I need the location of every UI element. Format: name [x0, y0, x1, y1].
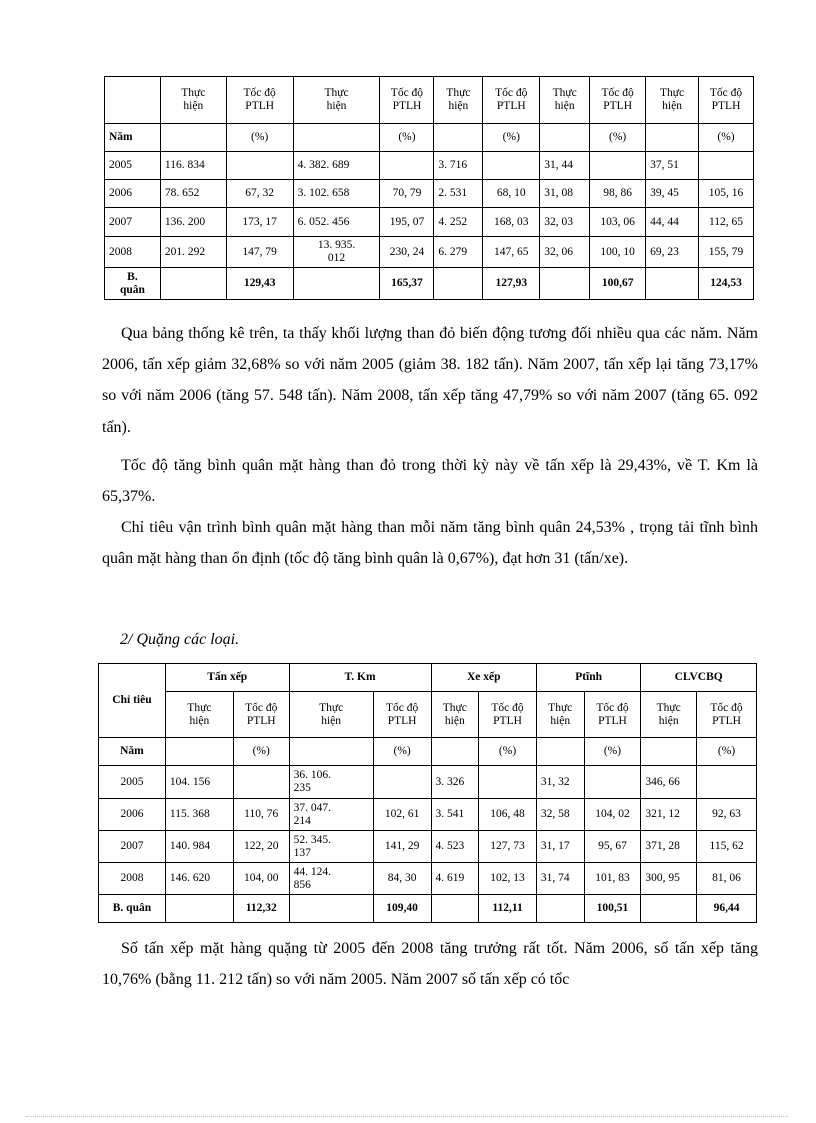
data-cell: 37. 047. 214	[289, 799, 373, 831]
unit-cell: (%)	[584, 738, 641, 766]
page-bottom-divider	[26, 1116, 788, 1117]
avg-cell	[646, 268, 699, 300]
table-row	[99, 799, 757, 831]
data-cell: 92, 63	[697, 799, 757, 831]
paragraph-coal-route: Chỉ tiêu vận trình bình quân mặt hàng than mỗi năm tăng bình quân 24,53% , trọng tải tĩnh bình quân mặt hàng than ổn định (tốc độ tăng bình quân là 0,67%), đạt hơn 31 (tấn/xe).	[102, 519, 758, 568]
data-cell: 3. 716	[434, 152, 483, 180]
col-header: Thực hiện	[289, 692, 373, 738]
col-header: Thực hiện	[160, 77, 226, 124]
data-cell: 115, 62	[697, 831, 757, 863]
average-row	[105, 268, 754, 300]
year-label: Năm	[99, 738, 166, 766]
avg-cell: 112,32	[233, 895, 289, 923]
year-label: Năm	[105, 124, 161, 152]
data-cell: 115. 368	[165, 799, 233, 831]
avg-cell	[165, 895, 233, 923]
average-label: B. quân	[105, 268, 161, 300]
avg-cell	[160, 268, 226, 300]
data-cell: 122, 20	[233, 831, 289, 863]
unit-cell	[160, 124, 226, 152]
data-cell: 44. 124. 856	[289, 863, 373, 895]
data-cell: 104, 00	[233, 863, 289, 895]
col-header: Tốc độ PTLH	[373, 692, 431, 738]
avg-cell	[293, 268, 380, 300]
avg-cell	[289, 895, 373, 923]
data-cell: 100, 10	[590, 237, 646, 268]
data-cell: 168, 03	[483, 208, 540, 237]
data-cell: 300, 95	[641, 863, 697, 895]
unit-cell: (%)	[226, 124, 293, 152]
col-header: Tốc độ PTLH	[380, 77, 434, 124]
col-header: Thực hiện	[646, 77, 699, 124]
data-cell	[226, 152, 293, 180]
data-cell	[483, 152, 540, 180]
data-cell	[233, 766, 289, 799]
paragraph-ore-volume: Số tấn xếp mặt hàng quặng từ 2005 đến 2008 tăng trưởng rất tốt. Năm 2006, số tấn xếp tăng 10,76% (bằng 11. 212 tấn) so với năm 2005. Năm 2007 số tấn xếp có tốc	[102, 940, 758, 989]
data-cell: 104. 156	[165, 766, 233, 799]
paragraph-coal-growth: Tốc độ tăng bình quân mặt hàng than đỏ trong thời kỳ này về tấn xếp là 29,43%, về T. Km là 65,37%.	[102, 457, 758, 506]
year-cell: 2007	[99, 831, 166, 863]
data-cell: 39, 45	[646, 180, 699, 208]
data-cell: 371, 28	[641, 831, 697, 863]
data-cell: 68, 10	[483, 180, 540, 208]
unit-cell	[434, 124, 483, 152]
unit-cell: (%)	[233, 738, 289, 766]
data-cell	[584, 766, 641, 799]
data-cell: 32, 58	[536, 799, 584, 831]
data-cell: 136. 200	[160, 208, 226, 237]
table-row	[105, 152, 754, 180]
col-header: Tốc độ PTLH	[233, 692, 289, 738]
data-cell: 127, 73	[479, 831, 537, 863]
unit-cell: (%)	[479, 738, 537, 766]
avg-cell	[540, 268, 590, 300]
data-cell: 98, 86	[590, 180, 646, 208]
paragraph-coal-volume: Qua bảng thống kê trên, ta thấy khối lượng than đỏ biến động tương đối nhiều qua các năm. Năm 2006, tấn xếp giảm 32,68% so với năm 2005 (giảm 38. 182 tấn). Năm 2007, tấn xếp lại tăng 73,17% so với năm 2006 (tăng 57. 548 tấn). Năm 2008, tấn xếp tăng 47,79% so với năm 2007 (tăng 65. 092 tấn).	[102, 325, 758, 436]
data-cell: 4. 252	[434, 208, 483, 237]
data-cell: 110, 76	[233, 799, 289, 831]
data-cell: 78. 652	[160, 180, 226, 208]
table-row	[99, 766, 757, 799]
group-header: CLVCBQ	[641, 664, 757, 692]
col-header: Tốc độ PTLH	[697, 692, 757, 738]
data-cell: 140. 984	[165, 831, 233, 863]
avg-cell: 96,44	[697, 895, 757, 923]
unit-cell: (%)	[699, 124, 754, 152]
avg-cell: 100,67	[590, 268, 646, 300]
year-cell: 2005	[99, 766, 166, 799]
group-header: Tấn xếp	[165, 664, 289, 692]
col-header: Thực hiện	[641, 692, 697, 738]
data-cell: 3. 102. 658	[293, 180, 380, 208]
data-cell	[380, 152, 434, 180]
avg-cell	[536, 895, 584, 923]
average-label: B. quân	[99, 895, 166, 923]
data-cell: 346, 66	[641, 766, 697, 799]
data-cell	[699, 152, 754, 180]
data-cell	[697, 766, 757, 799]
data-cell	[373, 766, 431, 799]
table-row	[105, 208, 754, 237]
avg-cell	[434, 268, 483, 300]
data-cell: 201. 292	[160, 237, 226, 268]
table-row	[99, 863, 757, 895]
data-cell: 3. 541	[431, 799, 479, 831]
col-header: Thực hiện	[431, 692, 479, 738]
data-cell: 4. 382. 689	[293, 152, 380, 180]
data-cell: 32, 06	[540, 237, 590, 268]
unit-cell	[293, 124, 380, 152]
col-header: Thực hiện	[293, 77, 380, 124]
col-header: Thực hiện	[434, 77, 483, 124]
row-label-header: Chỉ tiêu	[99, 664, 166, 738]
unit-cell	[646, 124, 699, 152]
section-heading: 2/ Quặng các loại.	[120, 631, 240, 648]
col-header: Tốc độ PTLH	[226, 77, 293, 124]
avg-cell	[641, 895, 697, 923]
data-cell: 105, 16	[699, 180, 754, 208]
data-cell: 101, 83	[584, 863, 641, 895]
data-cell: 70, 79	[380, 180, 434, 208]
data-cell: 32, 03	[540, 208, 590, 237]
unit-cell: (%)	[697, 738, 757, 766]
unit-cell	[540, 124, 590, 152]
unit-cell	[289, 738, 373, 766]
data-cell: 31, 44	[540, 152, 590, 180]
table-coal-red	[104, 76, 754, 300]
unit-cell: (%)	[483, 124, 540, 152]
unit-cell	[431, 738, 479, 766]
unit-cell	[165, 738, 233, 766]
table-row	[105, 180, 754, 208]
data-cell	[479, 766, 537, 799]
data-cell: 155, 79	[699, 237, 754, 268]
avg-cell	[431, 895, 479, 923]
average-row	[99, 895, 757, 923]
data-cell: 31, 32	[536, 766, 584, 799]
col-header: Tốc độ PTLH	[590, 77, 646, 124]
data-cell: 321, 12	[641, 799, 697, 831]
year-cell: 2005	[105, 152, 161, 180]
table-row	[99, 831, 757, 863]
avg-cell: 129,43	[226, 268, 293, 300]
data-cell: 31, 08	[540, 180, 590, 208]
group-header-row	[99, 664, 757, 692]
data-cell: 141, 29	[373, 831, 431, 863]
unit-cell: (%)	[380, 124, 434, 152]
data-cell: 44, 44	[646, 208, 699, 237]
col-header: Tốc độ PTLH	[479, 692, 537, 738]
col-header: Thực hiện	[165, 692, 233, 738]
table-header-row	[99, 692, 757, 738]
col-header: Tốc độ PTLH	[584, 692, 641, 738]
data-cell: 147, 79	[226, 237, 293, 268]
year-cell: 2008	[105, 237, 161, 268]
year-cell: 2006	[105, 180, 161, 208]
year-cell: 2007	[105, 208, 161, 237]
avg-cell: 109,40	[373, 895, 431, 923]
group-header: Xe xếp	[431, 664, 536, 692]
data-cell: 6. 279	[434, 237, 483, 268]
data-cell: 36. 106. 235	[289, 766, 373, 799]
unit-cell: (%)	[590, 124, 646, 152]
unit-row	[99, 738, 757, 766]
data-cell: 31, 74	[536, 863, 584, 895]
table-header-row	[105, 77, 754, 124]
group-header: Ptĩnh	[536, 664, 640, 692]
table-ore	[98, 663, 757, 923]
col-header: Tốc độ PTLH	[483, 77, 540, 124]
data-cell: 4. 523	[431, 831, 479, 863]
data-cell: 4. 619	[431, 863, 479, 895]
data-cell: 95, 67	[584, 831, 641, 863]
avg-cell: 165,37	[380, 268, 434, 300]
data-cell: 103, 06	[590, 208, 646, 237]
unit-cell	[641, 738, 697, 766]
group-header: T. Km	[289, 664, 431, 692]
data-cell: 112, 65	[699, 208, 754, 237]
col-header: Tốc độ PTLH	[699, 77, 754, 124]
unit-row	[105, 124, 754, 152]
table-row	[105, 237, 754, 268]
avg-cell: 124,53	[699, 268, 754, 300]
data-cell: 102, 13	[479, 863, 537, 895]
data-cell: 173, 17	[226, 208, 293, 237]
data-cell: 102, 61	[373, 799, 431, 831]
data-cell: 13. 935. 012	[293, 237, 380, 268]
data-cell: 2. 531	[434, 180, 483, 208]
year-cell: 2008	[99, 863, 166, 895]
empty-header-cell	[105, 77, 161, 124]
data-cell	[590, 152, 646, 180]
avg-cell: 112,11	[479, 895, 537, 923]
data-cell: 67, 32	[226, 180, 293, 208]
data-cell: 6. 052. 456	[293, 208, 380, 237]
data-cell: 69, 23	[646, 237, 699, 268]
data-cell: 230, 24	[380, 237, 434, 268]
data-cell: 37, 51	[646, 152, 699, 180]
data-cell: 116. 834	[160, 152, 226, 180]
data-cell: 106, 48	[479, 799, 537, 831]
data-cell: 146. 620	[165, 863, 233, 895]
data-cell: 3. 326	[431, 766, 479, 799]
data-cell: 31, 17	[536, 831, 584, 863]
year-cell: 2006	[99, 799, 166, 831]
data-cell: 147, 65	[483, 237, 540, 268]
col-header: Thực hiện	[540, 77, 590, 124]
data-cell: 81, 06	[697, 863, 757, 895]
avg-cell: 127,93	[483, 268, 540, 300]
unit-cell: (%)	[373, 738, 431, 766]
col-header: Thực hiện	[536, 692, 584, 738]
data-cell: 52. 345. 137	[289, 831, 373, 863]
data-cell: 195, 07	[380, 208, 434, 237]
data-cell: 84, 30	[373, 863, 431, 895]
unit-cell	[536, 738, 584, 766]
avg-cell: 100,51	[584, 895, 641, 923]
data-cell: 104, 02	[584, 799, 641, 831]
